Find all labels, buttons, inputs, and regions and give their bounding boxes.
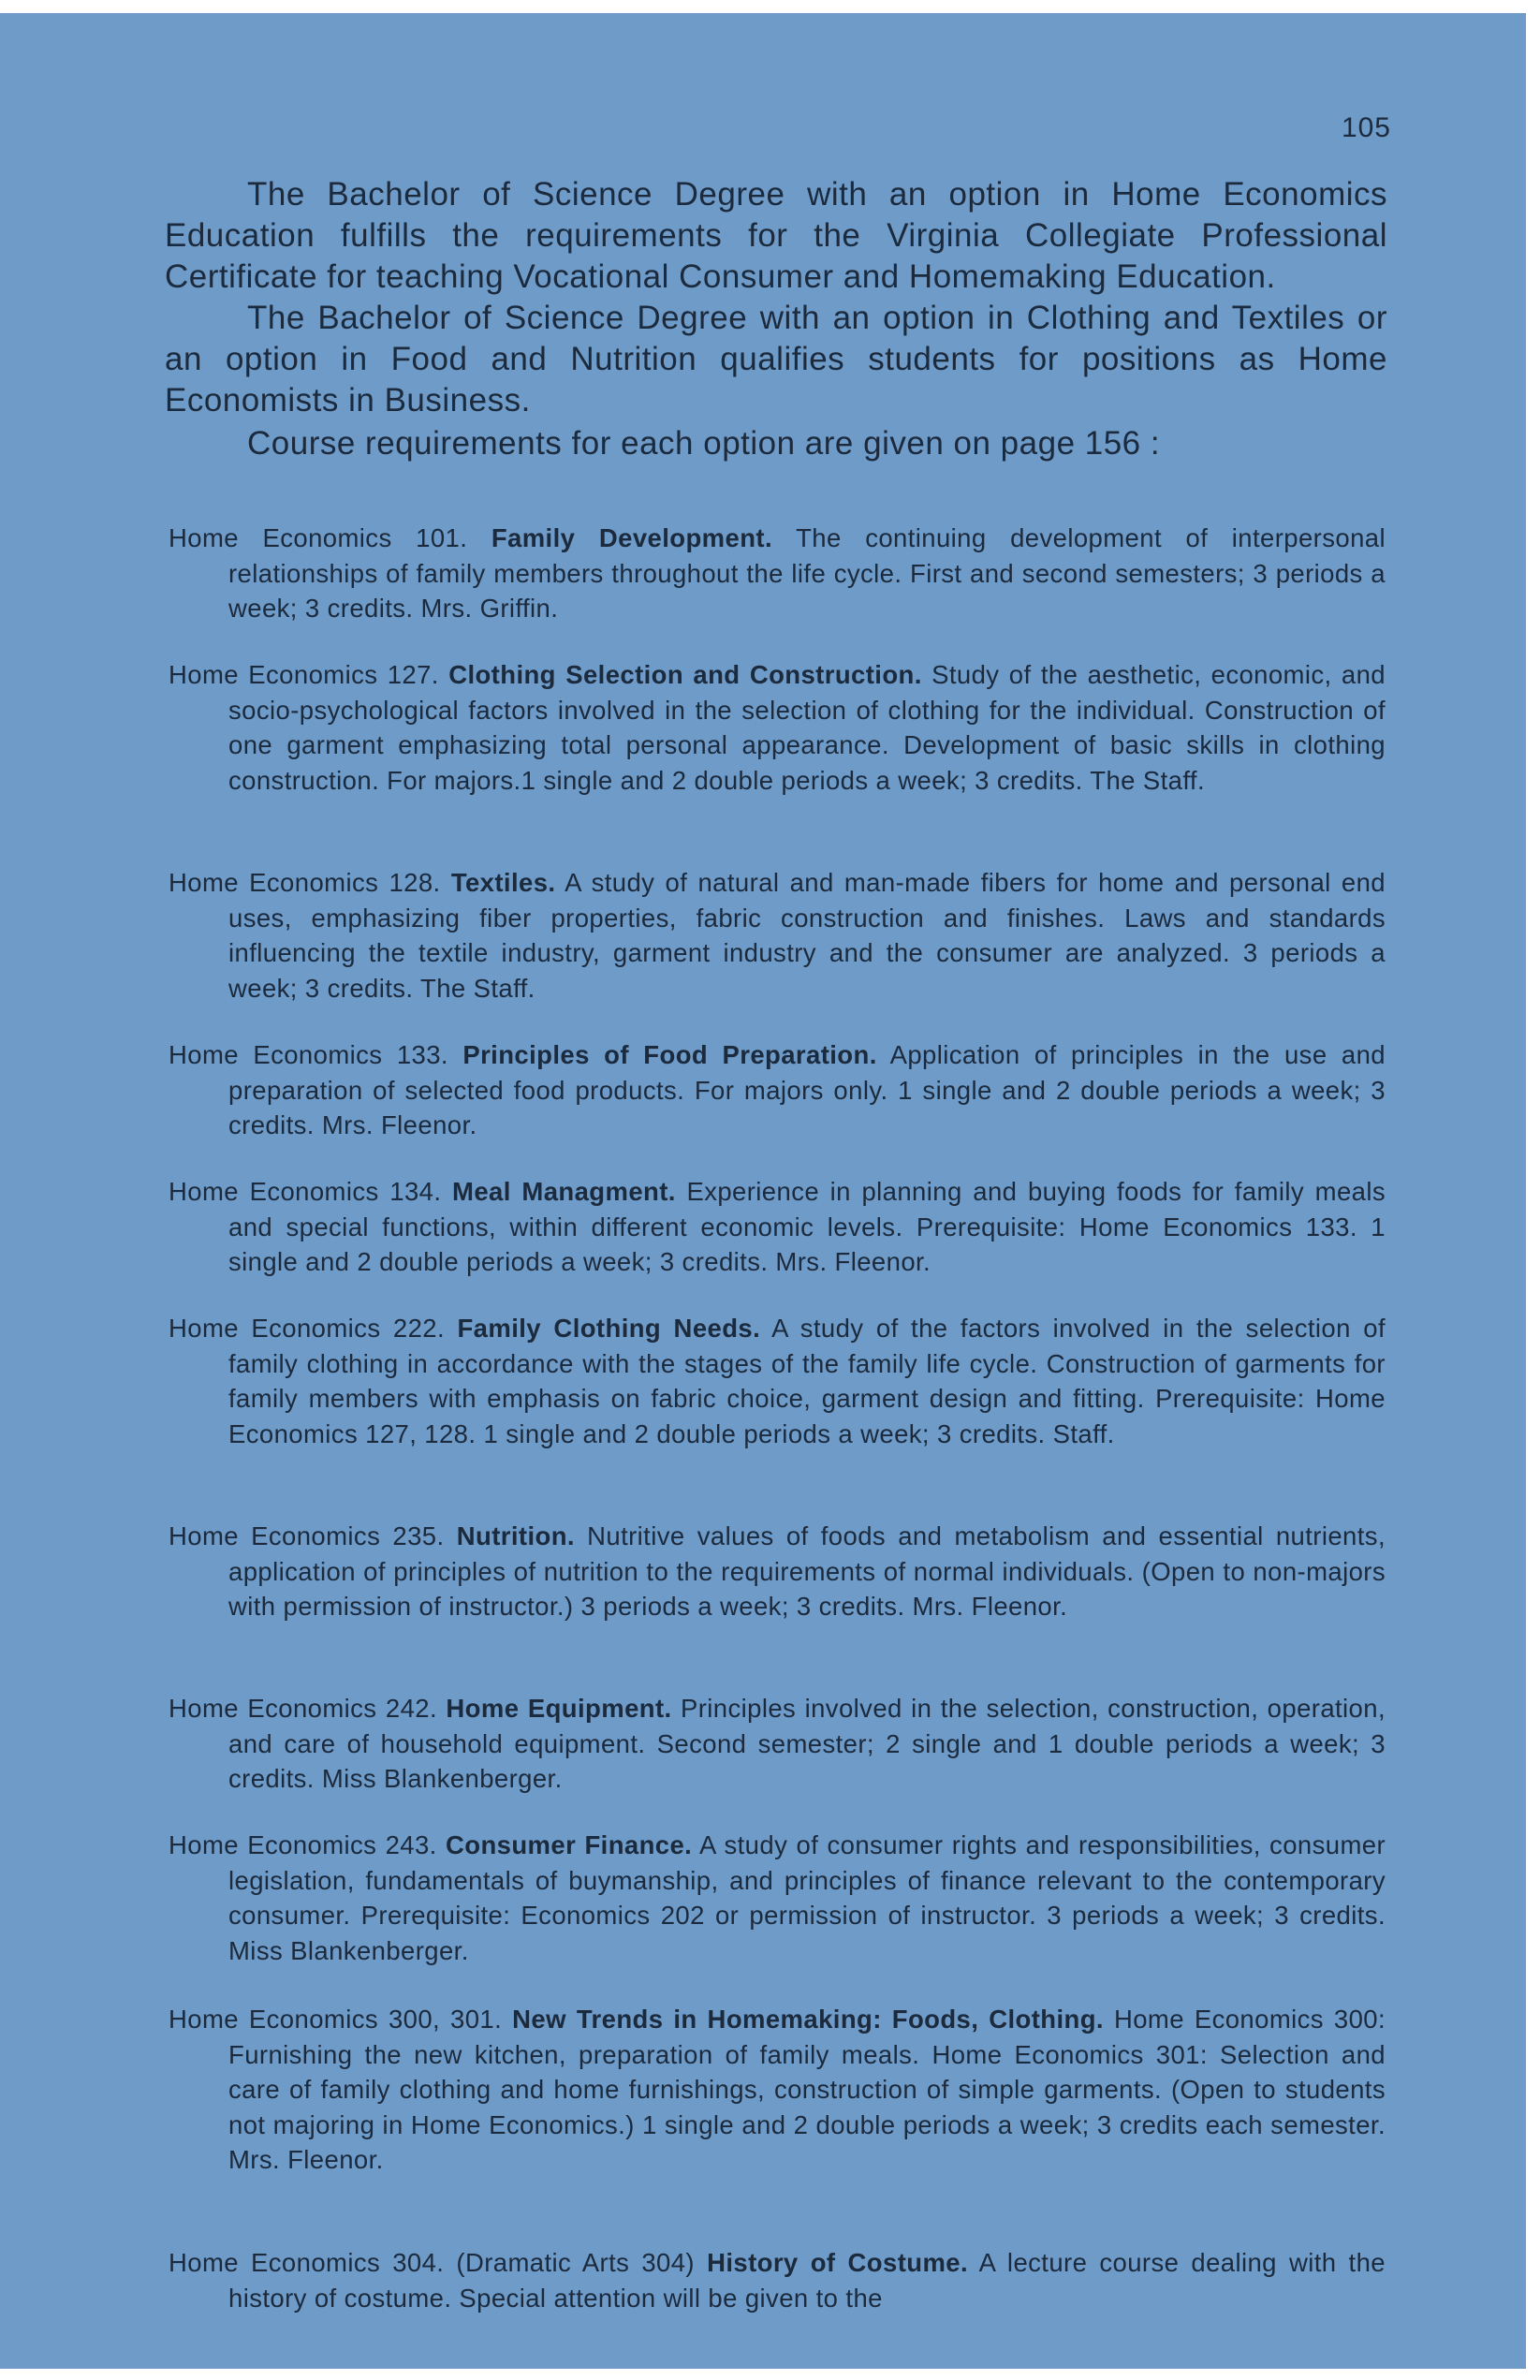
course-title: History of Costume. <box>707 2248 969 2277</box>
course-description: A lecture course dealing with the history of costume. Special attention will be given to the <box>228 2248 1386 2313</box>
page-number: 105 <box>1341 112 1391 143</box>
course-description: Experience in planning and buying foods for family meals and special functions, within different economic levels. Prerequisite: Home Economics 133. 1 single and 2 double periods a week; 3 credits. Mrs. Fleenor. <box>228 1177 1386 1276</box>
course-entry <box>169 657 1386 798</box>
course-title: Meal Managment. <box>452 1177 676 1206</box>
intro-paragraph: Course requirements for each option are given on page 156 : <box>247 425 1161 462</box>
course-entry <box>169 1828 1386 1968</box>
course-entry <box>169 1691 1386 1797</box>
course-entry <box>169 1174 1386 1280</box>
course-description: A study of natural and man-made fibers for home and personal end uses, emphasizing fiber properties, fabric construction and finishes. Laws and standards influencing the textile industry, garment industry and the consumer are analyzed. 3 periods a week; 3 credits. The Staff. <box>228 868 1386 1003</box>
course-title: Family Clothing Needs. <box>457 1314 761 1343</box>
course-title: Nutrition. <box>456 1521 575 1550</box>
course-description: A study of the factors involved in the selection of family clothing in accordance with the stages of the family life cycle. Construction of garments for family members with emphasis on fabric choice, garment design and fitting. Prerequisite: Home Economics 127, 128. 1 single and 2 double periods a week; 3 credits. Staff. <box>228 1314 1386 1448</box>
course-description: A study of consumer rights and responsibilities, consumer legislation, fundamentals of buymanship, and principles of finance relevant to the contemporary consumer. Prerequisite: Economics 202 or permission of instructor. 3 periods a week; 3 credits. Miss Blankenberger. <box>228 1830 1386 1965</box>
course-number: Home Economics 304. (Dramatic Arts 304) <box>169 2248 695 2277</box>
course-title: Principles of Food Preparation. <box>462 1040 877 1069</box>
course-description: Application of principles in the use and preparation of selected food products. For majors only. 1 single and 2 double periods a week; 3 credits. Mrs. Fleenor. <box>228 1040 1386 1139</box>
course-description: Home Economics 300: Furnishing the new kitchen, preparation of family meals. Home Economics 301: Selection and care of family clothing and home furnishings, construction of simple garments. (Open to students not majoring in Home Economics.) 1 single and 2 double periods a week; 3 credits each semester. Mrs. Fleenor. <box>228 2005 1386 2174</box>
course-description: Principles involved in the selection, construction, operation, and care of household equipment. Second semester; 2 single and 1 double periods a week; 3 credits. Miss Blankenberger. <box>228 1694 1386 1793</box>
course-number: Home Economics 128. <box>169 868 441 897</box>
course-number: Home Economics 134. <box>169 1177 442 1206</box>
course-number: Home Economics 300, 301. <box>169 2005 503 2034</box>
course-description: The continuing development of interpersonal relationships of family members throughout the life cycle. First and second semesters; 3 periods a week; 3 credits. Mrs. Griffin. <box>228 523 1386 623</box>
course-description: Study of the aesthetic, economic, and socio-psychological factors involved in the selection of clothing for the individual. Construction of one garment emphasizing total personal appearance. Development of basic skills in clothing construction. For majors.1 single and 2 double periods a week; 3 credits. The Staff. <box>228 660 1386 795</box>
course-number: Home Economics 101. <box>169 523 468 552</box>
intro-paragraph: The Bachelor of Science Degree with an option in Home Economics Education fulfills the requirements for the Virginia Collegiate Professional Certificate for teaching Vocational Consumer and Homemaking Education. <box>165 176 1387 295</box>
course-entry <box>169 2002 1386 2178</box>
course-number: Home Economics 222. <box>169 1314 446 1343</box>
course-entry <box>169 1311 1386 1451</box>
course-number: Home Economics 242. <box>169 1694 437 1723</box>
course-title: Family Development. <box>491 523 772 552</box>
course-title: Home Equipment. <box>446 1694 672 1723</box>
course-entry <box>169 2245 1386 2315</box>
course-number: Home Economics 127. <box>169 660 439 689</box>
course-number: Home Economics 133. <box>169 1040 448 1069</box>
course-number: Home Economics 243. <box>169 1830 437 1859</box>
course-entry <box>169 1519 1386 1624</box>
intro-paragraph: The Bachelor of Science Degree with an option in Clothing and Textiles or an option in Food and Nutrition qualifies students for positions as Home Economists in Business. <box>165 300 1387 419</box>
intro-section <box>165 174 1387 464</box>
catalog-page <box>0 13 1526 2369</box>
course-title: Textiles. <box>450 868 556 897</box>
course-entry <box>169 1037 1386 1143</box>
course-entry <box>169 865 1386 1006</box>
course-title: New Trends in Homemaking: Foods, Clothing. <box>512 2005 1104 2034</box>
course-number: Home Economics 235. <box>169 1521 445 1550</box>
course-entry <box>169 521 1386 626</box>
course-description: Nutritive values of foods and metabolism and essential nutrients, application of principles of nutrition to the requirements of normal individuals. (Open to non-majors with permission of instructor.) 3 periods a week; 3 credits. Mrs. Fleenor. <box>228 1521 1386 1621</box>
course-title: Clothing Selection and Construction. <box>448 660 922 689</box>
course-title: Consumer Finance. <box>446 1830 693 1859</box>
